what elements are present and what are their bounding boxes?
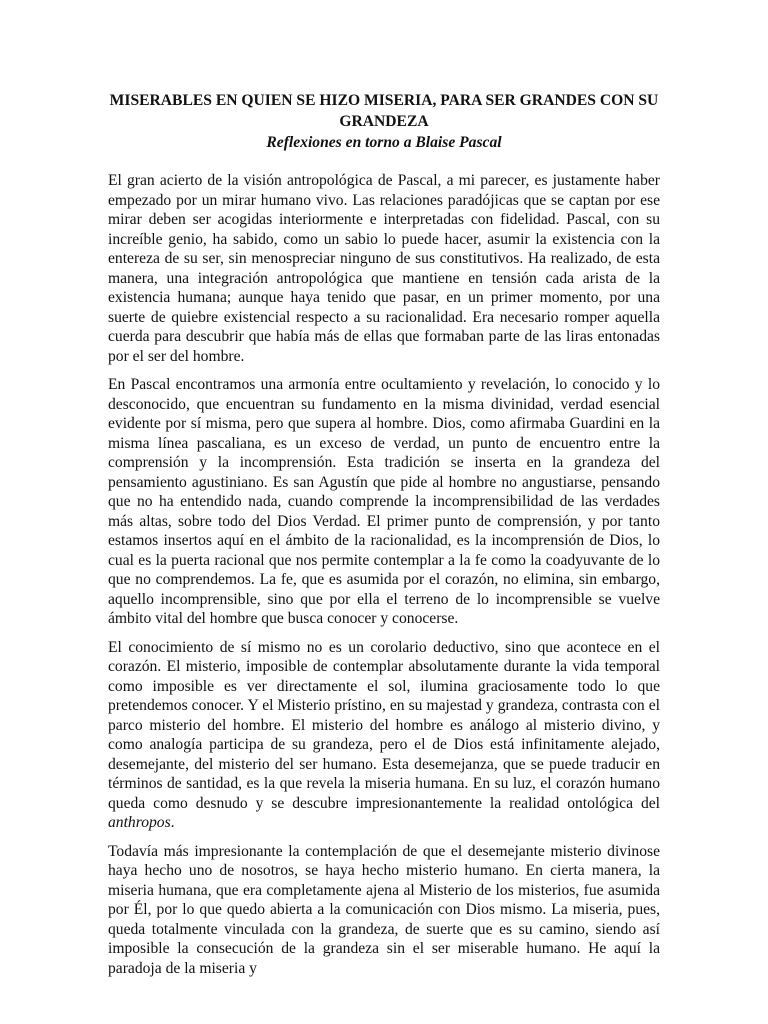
paragraph-2-text: En Pascal encontramos una armonía entre ocultamiento y revelación, lo conocido y lo desconocido, que encuentran su fundamento en la misma divinidad, verdad esencial evidente por sí misma, pero que supera al hombre. Dios, como afirmaba Guardini en la misma línea pascaliana, es un exceso de verdad, un punto de encuentro entre la comprensión y la incomprensión. Esta tradición se inserta en la grandeza del pensamiento agustiniano. Es san Agustín que pide al hombre no angustiarse, pensando que no ha entendido nada, cuando comprende la incomprensibilidad de las verdades más altas, sobre todo del Dios Verdad. El primer punto de comprensión, y por tanto estamos insertos aquí en el ámbito de la racionalidad, es la incomprensión de Dios, lo cual es la puerta racional que nos permite contemplar a la fe como la coadyuvante de lo que no comprendemos. La fe, que es asumida por el corazón, no elimina, sin embargo, aquello incomprensible, sino que por ella el terreno de lo incomprensible se vuelve ámbito vital del hombre que busca conocer y conocerse. (108, 376, 660, 627)
document-title: MISERABLES EN QUIEN SE HIZO MISERIA, PARA SER GRANDES CON SU GRANDEZA (109, 92, 659, 130)
paragraph-3-text: El conocimiento de sí mismo no es un corolario deductivo, sino que acontece en el corazón. El misterio, imposible de contemplar absolutamente durante la vida temporal como imposible es ver directamente el sol, ilumina graciosamente todo lo que pretendemos conocer. Y el Misterio prístino, en su majestad y grandeza, contrasta con el parco misterio del hombre. El misterio del hombre es análogo al misterio divino, y como analogía participa de su grandeza, pero el de Dios está infinitamente alejado, desemejante, del misterio del ser humano. Esta desemejanza, que se puede traducir en términos de santidad, es la que revela la miseria humana. En su luz, el corazón humano queda como desnudo y se descubre impresionantemente la realidad ontológica del (108, 638, 660, 812)
paragraph-4-text: Todavía más impresionante la contemplación de que el desemejante misterio divinose haya hecho uno de nosotros, se haya hecho misterio humano. En cierta manera, la miseria humana, que era completamente ajena al Misterio de los misterios, fue asumida por Él, por lo que quedo abierta a la comunicación con Dios mismo. La miseria, pues, queda totalmente vinculada con la grandeza, de suerte que es su camino, siendo así imposible la consecución de la grandeza sin el ser miserable humano. He aquí la paradoja de la miseria y (108, 842, 660, 977)
paragraph-3 (108, 638, 660, 833)
paragraph-3-tail: . (170, 814, 175, 831)
paragraph-1-text: El gran acierto de la visión antropológica de Pascal, a mi parecer, es justamente haber empezado por un mirar humano vivo. Las relaciones paradójicas que se captan por ese mirar deben ser acogidas interiormente e interpretadas con fidelidad. Pascal, con su increíble genio, ha sabido, como un sabio lo puede hacer, asumir la existencia con la entereza de su ser, sin menospreciar ninguno de sus constitutivos. Ha realizado, de esta manera, una integración antropológica que mantiene en tensión cada arista de la existencia humana; aunque haya tenido que pasar, en un primer momento, por una suerte de quiebre existencial respecto a su racionalidad. Era necesario romper aquella cuerda para descubrir que había más de ellas que formaban parte de las liras entonadas por el ser del hombre. (108, 172, 660, 365)
paragraph-1 (108, 171, 660, 366)
paragraph-2 (108, 375, 660, 629)
paragraph-4 (108, 842, 660, 979)
document-page (108, 90, 660, 987)
paragraph-3-emphasis: anthropos (108, 814, 171, 831)
document-subtitle: Reflexiones en torno a Blaise Pascal (266, 134, 502, 151)
